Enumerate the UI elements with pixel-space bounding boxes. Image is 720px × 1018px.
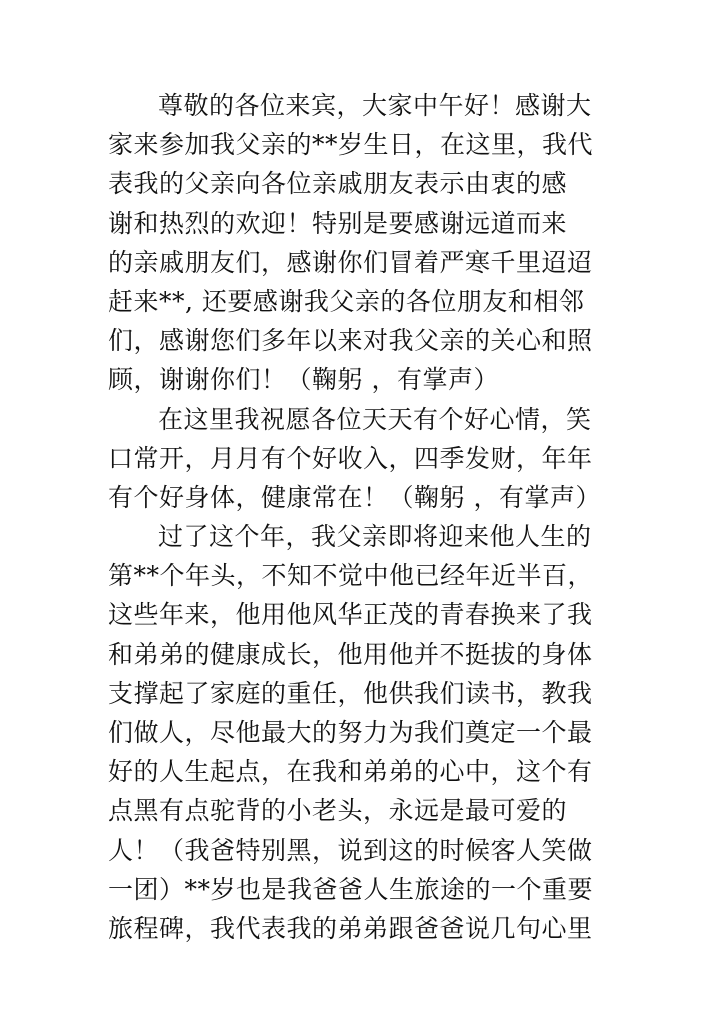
paragraph-1-line-7: 们，感谢您们多年以来对我父亲的关心和照 [108, 326, 593, 356]
paragraph-3-line-8: 点黑有点驼背的小老头，永远是最可爱的 [108, 796, 568, 826]
paragraph-1-line-6: 赶来**, 还要感谢我父亲的各位朋友和相邻 [108, 286, 585, 316]
paragraph-1-line-2: 家来参加我父亲的**岁生日，在这里，我代 [108, 130, 594, 160]
paragraph-1-line-1: 尊敬的各位来宾，大家中午好！感谢大 [158, 91, 592, 120]
paragraph-3-line-4: 和弟弟的健康成长，他用他并不挺拔的身体 [108, 639, 593, 669]
paragraph-3-line-5: 支撑起了家庭的重任，他供我们读书，教我 [108, 678, 593, 708]
paragraph-2-line-3: 有个好身体，健康常在！（鞠躬 ，有掌声） [108, 482, 601, 512]
paragraph-2-line-1: 在这里我祝愿各位天天有个好心情，笑 [158, 404, 592, 434]
paragraph-3-line-11: 旅程碑，我代表我的弟弟跟爸爸说几句心里 [108, 913, 593, 943]
speech-text [108, 86, 628, 948]
paragraph-3-line-1: 过了这个年，我父亲即将迎来他人生的 [158, 522, 592, 552]
paragraph-3-line-6: 们做人，尽他最大的努力为我们奠定一个最 [108, 718, 593, 747]
paragraph-3-line-3: 这些年来，他用他风华正茂的青春换来了我 [108, 600, 593, 630]
paragraph-3-line-9: 人！（我爸特别黑，说到这的时候客人笑做 [108, 835, 593, 865]
paragraph-2-line-2: 口常开，月月有个好收入，四季发财，年年 [108, 443, 593, 473]
paragraph-1-line-5: 的亲戚朋友们，感谢你们冒着严寒千里迢迢 [108, 247, 593, 277]
paragraph-3-line-2: 第**个年头，不知不觉中他已经年近半百， [108, 561, 594, 591]
paragraph-1-line-3: 表我的父亲向各位亲戚朋友表示由衷的感 [108, 169, 568, 199]
paragraph-1-line-8: 顾，谢谢你们！（鞠躬 ，有掌声） [108, 365, 499, 395]
paragraph-1-line-4: 谢和热烈的欢迎！特别是要感谢远道而来 [108, 208, 568, 238]
paragraph-3-line-7: 好的人生起点，在我和弟弟的心中，这个有 [108, 757, 593, 787]
paragraph-3-line-10: 一团）**岁也是我爸爸人生旅途的一个重要 [108, 874, 594, 904]
